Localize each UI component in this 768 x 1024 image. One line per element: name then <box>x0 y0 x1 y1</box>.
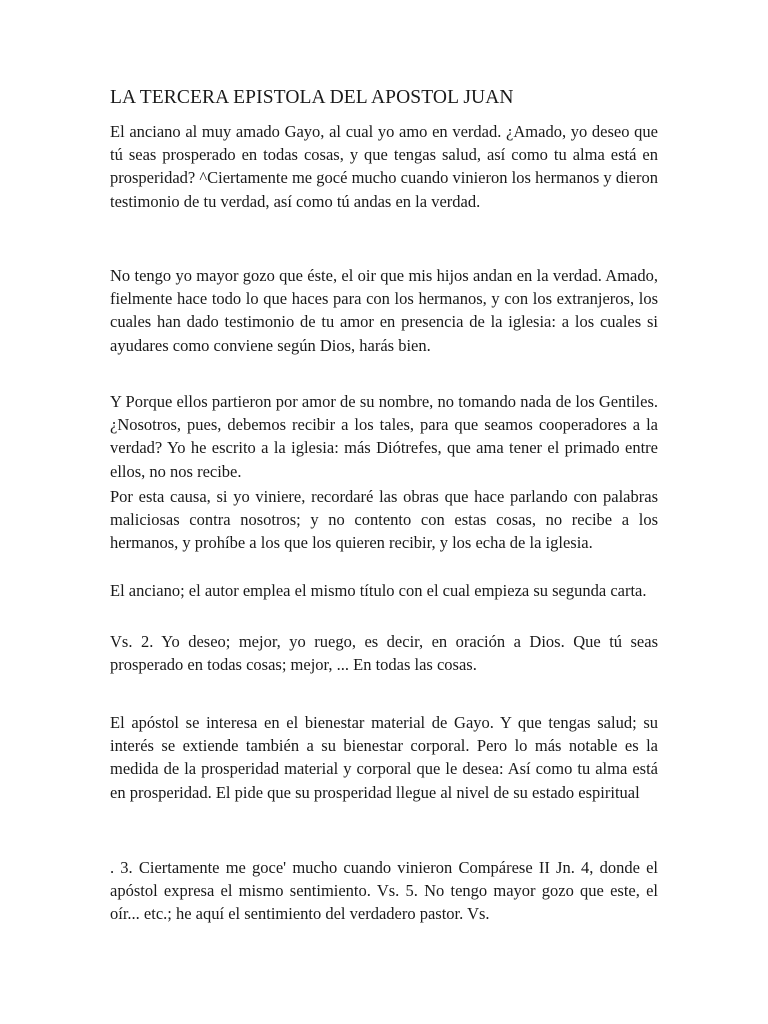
paragraph-3: Y Porque ellos partieron por amor de su nombre, no tomando nada de los Gentiles. ¿Nosotros, pues, debemos recibir a los tales, para que seamos cooperadores a la verdad? Yo he escrito a la iglesia: más Diótrefes, que ama tener el primado entre ellos, no nos recibe. <box>110 392 658 481</box>
paragraph-2: No tengo yo mayor gozo que éste, el oir que mis hijos andan en la verdad. Amado, fielmente hace todo lo que haces para con los hermanos, y con los extranjeros, los cuales han dado testimonio de tu amor en presencia de la iglesia: a los cuales si ayudares como conviene según Dios, harás bien. <box>110 266 658 355</box>
paragraph-5: El anciano; el autor emplea el mismo título con el cual empieza su segunda carta. <box>110 581 647 600</box>
paragraph-1: El anciano al muy amado Gayo, al cual yo amo en verdad. ¿Amado, yo deseo que tú seas prosperado en todas cosas, y que tengas salud, así como tu alma está en prosperidad? ^Ciertamente me gocé mucho cuando vinieron los hermanos y dieron testimonio de tu verdad, así como tú andas en la verdad. <box>110 122 658 211</box>
paragraph-7: El apóstol se interesa en el bienestar material de Gayo. Y que tengas salud; su interés se extiende también a su bienestar corporal. Pero lo más notable es la medida de la prosperidad material y corporal que le desea: Así como tu alma está en prosperidad. El pide que su prosperidad llegue al nivel de su estado espiritual <box>110 713 658 802</box>
paragraph-8: . 3. Ciertamente me goce' mucho cuando vinieron Compárese II Jn. 4, donde el apóstol expresa el mismo sentimiento. Vs. 5. No tengo mayor gozo que este, el oír... etc.; he aquí el sentimiento del verdadero pastor. Vs. <box>110 858 658 924</box>
paragraph-6: Vs. 2. Yo deseo; mejor, yo ruego, es decir, en oración a Dios. Que tú seas prosperado en todas cosas; mejor, ... En todas las cosas. <box>110 632 658 675</box>
document-title: LA TERCERA EPISTOLA DEL APOSTOL JUAN <box>110 87 514 108</box>
paragraph-4: Por esta causa, si yo viniere, recordaré las obras que hace parlando con palabras maliciosas contra nosotros; y no contento con estas cosas, no recibe a los hermanos, y prohíbe a los que los quieren recibir, y los echa de la iglesia. <box>110 487 658 553</box>
